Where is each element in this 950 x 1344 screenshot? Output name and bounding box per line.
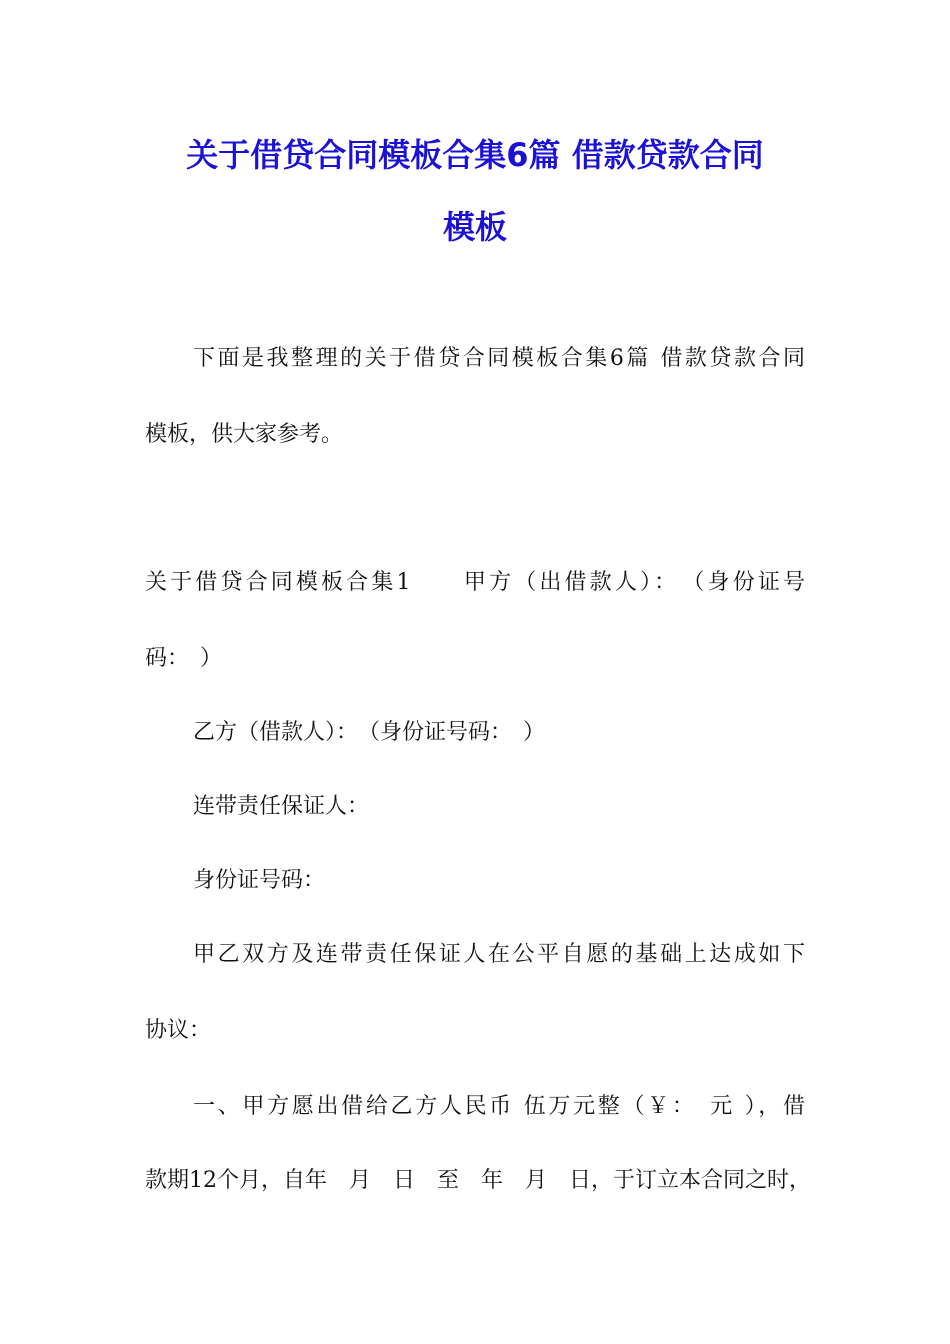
document-title-line-2: 模板 [442, 208, 507, 246]
paragraph-agreement-line-1: 甲乙双方及连带责任保证人在公平自愿的基础上达成如下 [193, 942, 805, 967]
paragraph-party-a-line-1: 关于借贷合同模板合集1 甲方（出借款人）： （身份证号 [145, 570, 805, 595]
paragraph-intro-line-2: 模板，供大家参考。 [145, 422, 344, 447]
paragraph-clause-1-line-2: 款期12个月，自年 月 日 至 年 月 日，于订立本合同之时， [145, 1168, 811, 1193]
paragraph-intro-line-1: 下面是我整理的关于借贷合同模板合集6篇 借款贷款合同 [193, 346, 805, 371]
paragraph-party-a-line-2: 码： ） [145, 646, 223, 671]
paragraph-agreement-line-2: 协议： [145, 1018, 212, 1043]
paragraph-clause-1-line-1: 一、甲方愿出借给乙方人民币 伍万元整（￥： 元 ），借 [193, 1094, 805, 1119]
paragraph-guarantor-id: 身份证号码： [193, 868, 326, 893]
document-title-line-1: 关于借贷合同模板合集6篇 借款贷款合同 [186, 136, 764, 174]
paragraph-guarantor: 连带责任保证人： [193, 794, 370, 819]
paragraph-party-b: 乙方（借款人）： （身份证号码： ） [193, 720, 546, 745]
